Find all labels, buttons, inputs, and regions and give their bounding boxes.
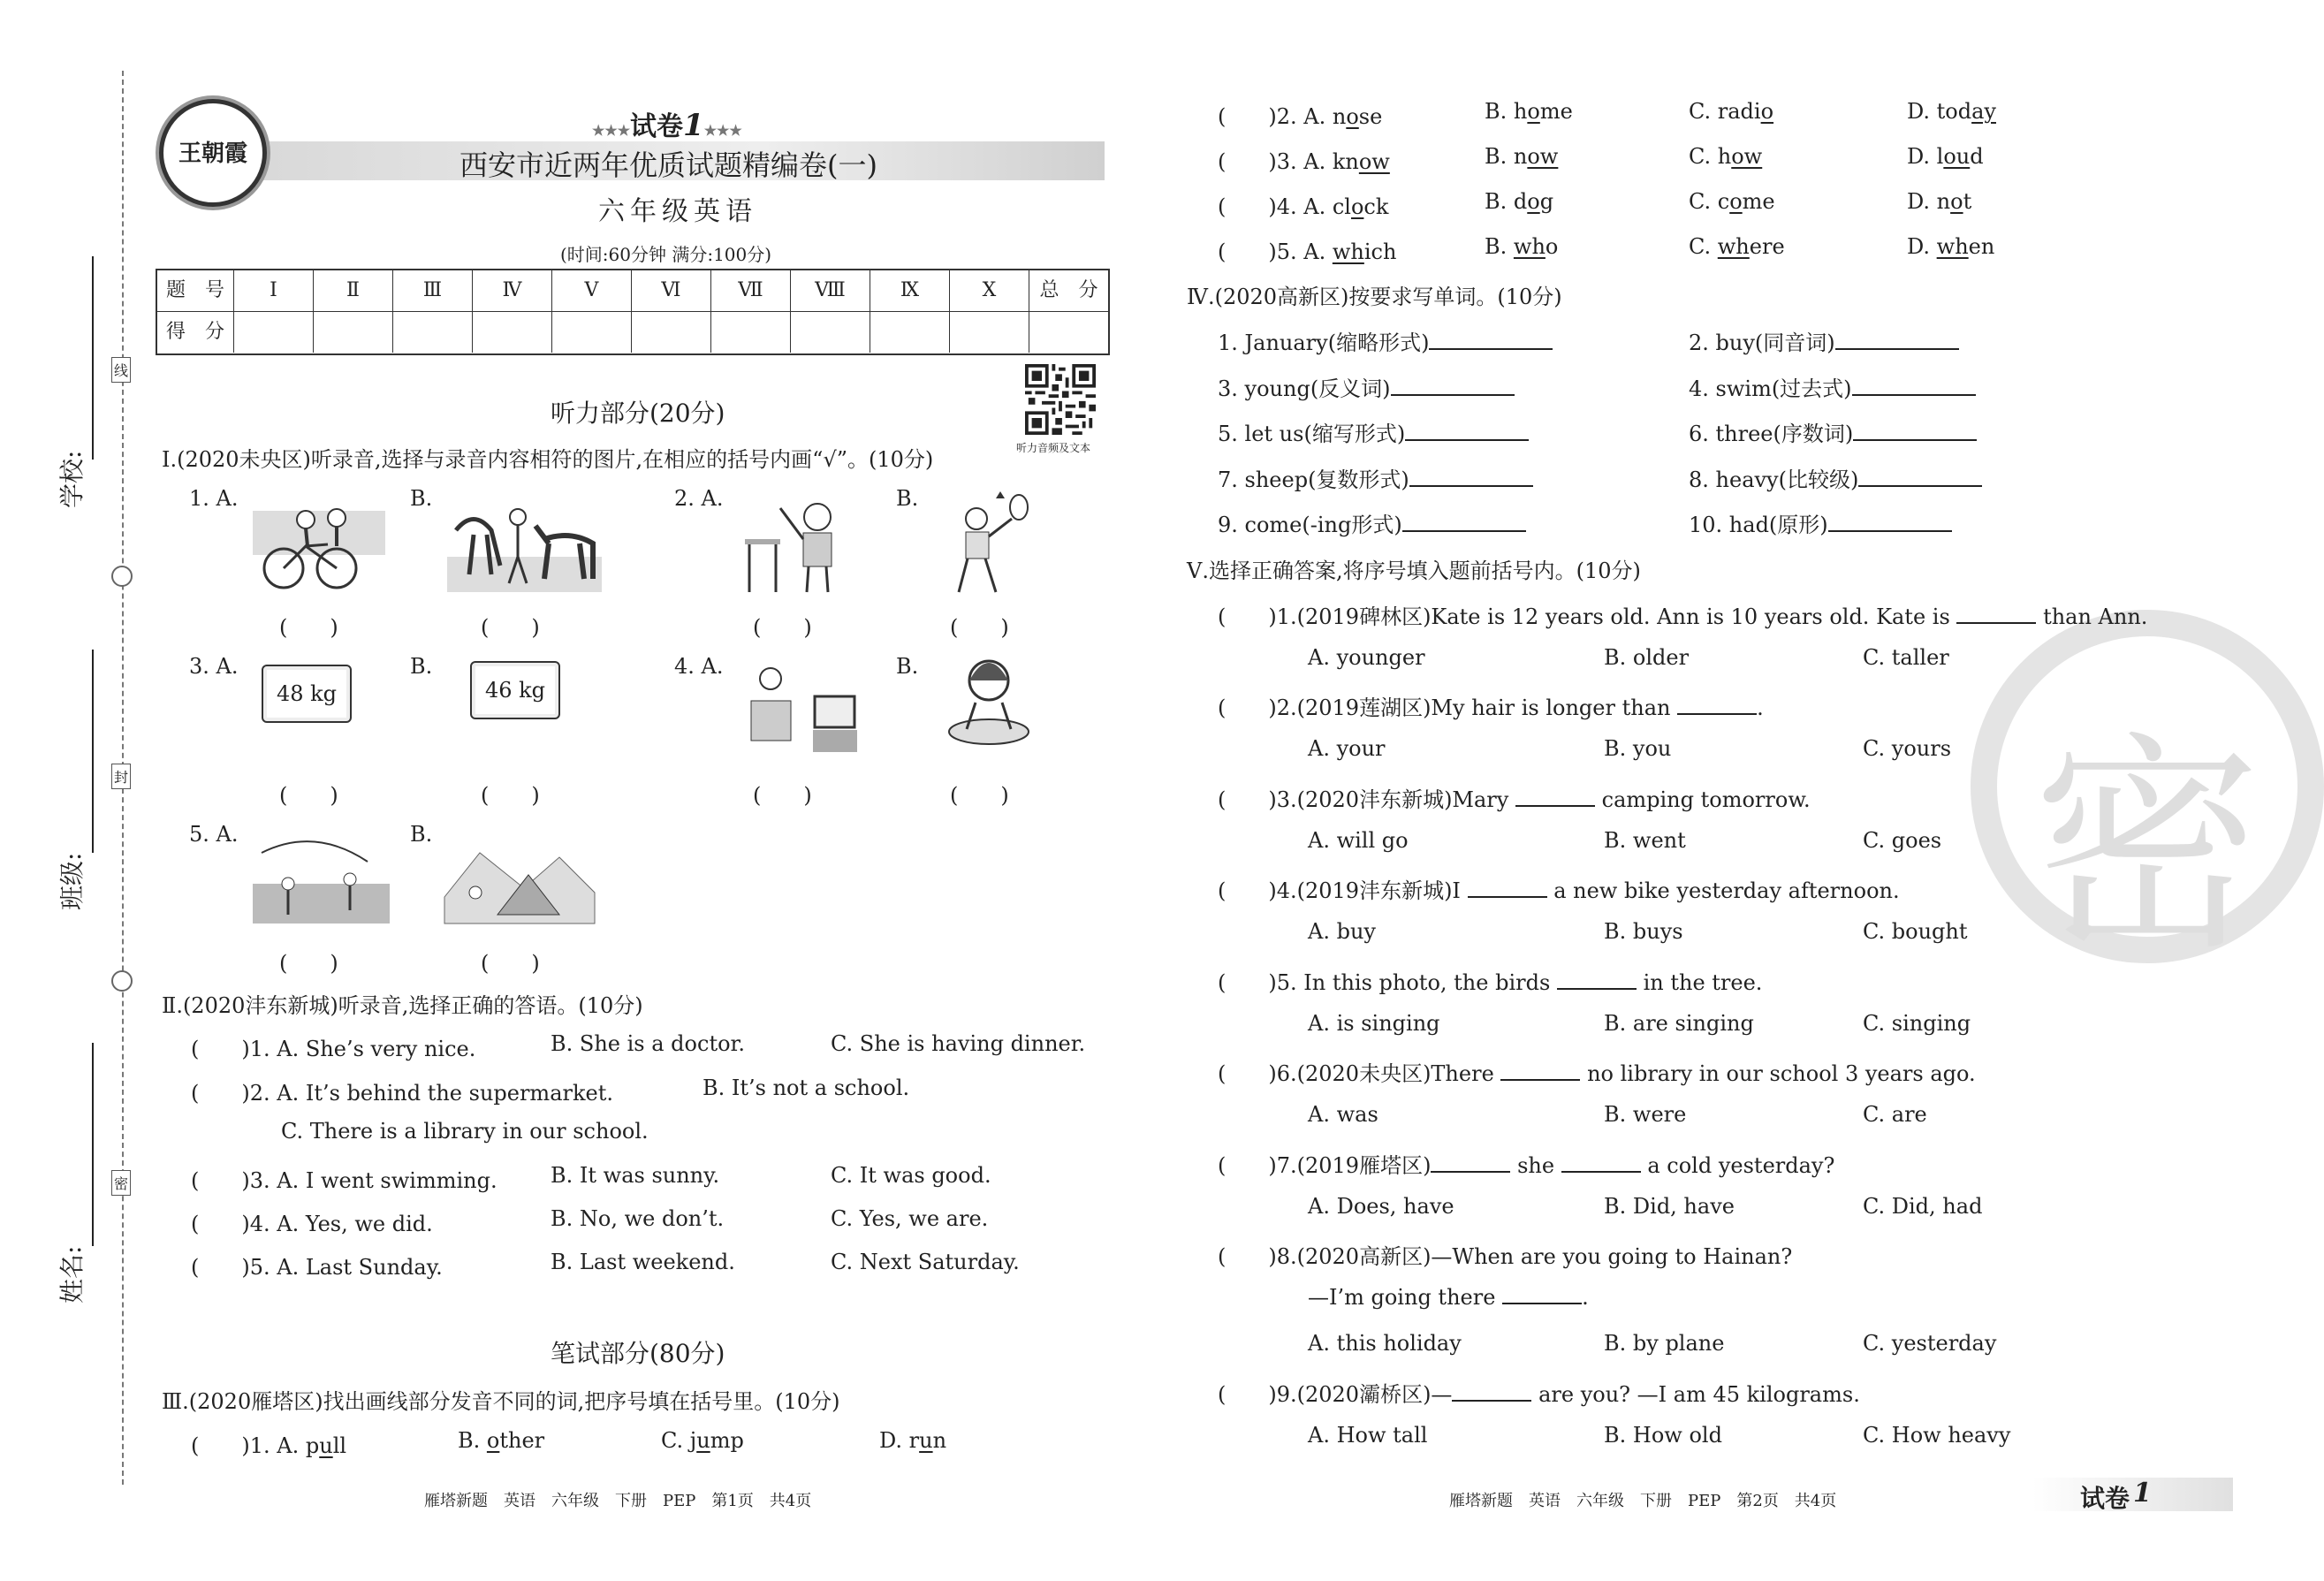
s2-q5-c: C. Next Saturday. [831,1250,1020,1274]
girl-watching-tv-picture [744,661,859,758]
s5-q5-a: A. is singing [1308,1011,1440,1036]
s3-q5[interactable]: ( )5. A. which [1218,239,1397,264]
secret-stamp [1971,610,2324,981]
section-4-title: Ⅳ.(2020高新区)按要求写单词。(10分) [1187,285,1562,309]
score-row-label: 得 分 [157,312,234,353]
s5-q2[interactable]: ( )2.(2019莲湖区)My hair is longer than . [1218,695,1764,720]
s3-q1-b: B. other [458,1428,545,1453]
s5-q6-a: A. was [1308,1102,1378,1127]
camping-picture [444,844,595,924]
paper-tag-text: 试卷 [2080,1484,2130,1513]
section-3-title: Ⅲ.(2020雁塔区)找出画线部分发音不同的词,把序号填在括号里。(10分) [162,1389,840,1414]
binding-circle-icon [111,566,133,587]
section-2-title: Ⅱ.(2020沣东新城)听录音,选择正确的答语。(10分) [162,993,643,1018]
score-head-cell: Ⅶ [711,270,791,311]
weight-46-label: 46 kg [484,678,546,703]
pic-label: B. [410,654,433,679]
s5-q3[interactable]: ( )3.(2020沣东新城)Mary camping tomorrow. [1218,787,1811,812]
s3-q4-b: B. dog [1485,189,1554,214]
school-field[interactable] [92,256,94,460]
score-cell[interactable] [552,312,632,353]
s2-q3-c: C. It was good. [831,1163,991,1188]
s5-q7-a: A. Does, have [1308,1194,1454,1219]
s3-q2-b: B. home [1485,99,1573,124]
paper-tag-num: 1 [2133,1478,2152,1509]
score-cell[interactable] [393,312,473,353]
s3-q3-b: B. now [1485,144,1559,169]
s2-q1-c: C. She is having dinner. [831,1031,1086,1056]
s5-q9-c: C. How heavy [1863,1423,2011,1448]
s4-item-2[interactable]: 2. buy(同音词) [1689,325,1959,356]
answer-paren[interactable]: ( ) [279,783,338,808]
binding-circle-icon [111,970,133,992]
s5-q6[interactable]: ( )6.(2020未央区)There no library in our school 3 years ago. [1218,1061,1976,1086]
s5-q3-c: C. goes [1863,828,1942,853]
answer-paren[interactable]: ( ) [950,615,1009,640]
s5-q8-c: C. yesterday [1863,1331,1997,1356]
s2-q5-b: B. Last weekend. [551,1250,735,1274]
s4-item-3[interactable]: 3. young(反义词) [1218,371,1515,402]
page-subtitle: 六年级英语 [598,196,757,227]
s5-q8-a: A. this holiday [1308,1331,1462,1356]
s5-q8[interactable]: ( )8.(2020高新区)—When are you going to Hainan? [1218,1244,1793,1269]
name-label: 姓名: [57,1245,87,1304]
girl-washing-picture [940,654,1037,751]
answer-paren[interactable]: ( ) [753,615,812,640]
s3-q4[interactable]: ( )4. A. clock [1218,194,1389,219]
s2-q5-a[interactable]: ( )5. A. Last Sunday. [191,1255,443,1280]
score-head-cell: Ⅵ [632,270,711,311]
score-cell[interactable] [632,312,711,353]
s2-q2-c: C. There is a library in our school. [281,1119,649,1144]
exam-info: (时间:60分钟 满分:100分) [560,244,772,265]
score-head-cell: Ⅴ [552,270,632,311]
binding-char-line: 线 [111,357,131,383]
class-label: 班级: [57,852,87,910]
s5-q2-c: C. yours [1863,736,1952,761]
writing-title: 笔试部分(80分) [551,1339,725,1368]
s5-q4-a: A. buy [1308,919,1376,944]
footer-left: 雁塔新题 英语 六年级 下册 PEP 第1页 共4页 [424,1492,812,1510]
s5-q4-b: B. buys [1604,919,1683,944]
pic-label: 4. A. [674,654,724,679]
s3-q1-c: C. jump [661,1428,744,1453]
weight-card-48 [262,665,352,723]
answer-paren[interactable]: ( ) [481,615,540,640]
s5-q7-c: C. Did, had [1863,1194,1983,1219]
score-row [157,312,1108,353]
s4-item-6[interactable]: 6. three(序数词) [1689,416,1977,447]
s2-q3-b: B. It was sunny. [551,1163,720,1188]
pic-label: 1. A. [189,486,239,511]
s3-q2-d: D. today [1907,99,1996,124]
s5-q4[interactable]: ( )4.(2019沣东新城)I a new bike yesterday afternoon. [1218,878,1900,903]
s5-q6-b: B. were [1604,1102,1687,1127]
pic-label: B. [410,822,433,847]
s3-q5-d: D. when [1907,234,1995,259]
s5-q6-c: C. are [1863,1102,1927,1127]
score-cell[interactable] [314,312,393,353]
logo-text: 王朝霞 [178,141,247,167]
stamp-char: 密 [2032,714,2262,981]
s5-q5[interactable]: ( )5. In this photo, the birds in the tree. [1218,970,1763,995]
score-table [156,269,1110,355]
s2-q3-a[interactable]: ( )3. A. I went swimming. [191,1168,497,1193]
score-head-cell: Ⅳ [473,270,552,311]
score-head-cell: Ⅱ [314,270,393,311]
s5-q9[interactable]: ( )9.(2020灞桥区)— are you? —I am 45 kilograms. [1218,1382,1860,1407]
weight-48-label: 48 kg [276,681,338,706]
weight-card-46 [470,661,560,719]
paper-badge: ★★★试卷1★★★ [592,108,742,143]
score-head-cell: Ⅲ [393,270,473,311]
answer-paren[interactable]: ( ) [753,783,812,808]
pic-label: 5. A. [189,822,239,847]
score-head-cell: 题 号 [157,270,234,311]
s2-q1-a[interactable]: ( )1. A. She’s very nice. [191,1037,476,1061]
s5-q2-b: B. you [1604,736,1672,761]
s3-q1[interactable]: ( )1. A. pull [191,1433,347,1458]
s5-q1-b: B. older [1604,645,1690,670]
score-cell[interactable] [870,312,950,353]
s4-item-10[interactable]: 10. had(原形) [1689,507,1952,538]
pic-label: B. [410,486,433,511]
qr-caption: 听力音频及文本 [1016,442,1091,454]
s3-q5-b: B. who [1485,234,1559,259]
qr-code-icon[interactable] [1025,364,1096,435]
page-title: 西安市近两年优质试题精编卷(一) [459,148,877,182]
score-head-row [157,270,1108,312]
footer-right: 雁塔新题 英语 六年级 下册 PEP 第2页 共4页 [1449,1492,1837,1510]
s2-q4-b: B. No, we don’t. [551,1206,725,1231]
score-head-cell: Ⅷ [791,270,870,311]
pic-label: B. [896,654,919,679]
score-cell[interactable] [791,312,870,353]
score-head-cell: Ⅰ [234,270,314,311]
s3-q3-c: C. how [1689,144,1763,169]
fishing-picture [253,835,390,924]
section-1-title: Ⅰ.(2020未央区)听录音,选择与录音内容相符的图片,在相应的括号内画“√”。(10分) [162,447,934,472]
s3-q4-d: D. not [1907,189,1972,214]
s5-q3-a: A. will go [1308,828,1409,853]
s4-item-1[interactable]: 1. January(缩略形式) [1218,325,1553,356]
s4-item-8[interactable]: 8. heavy(比较级) [1689,462,1982,493]
boy-at-desk-picture [745,490,851,597]
s5-q2-a: A. your [1308,736,1386,761]
s5-q8-line2: —I’m going there . [1308,1285,1589,1310]
answer-paren[interactable]: ( ) [481,951,540,976]
bike-riding-picture [253,493,385,590]
horse-riding-picture [447,504,602,592]
s3-q4-c: C. come [1689,189,1775,214]
pic-label: B. [896,486,919,511]
s4-item-4[interactable]: 4. swim(过去式) [1689,371,1976,402]
s2-q2-a[interactable]: ( )2. A. It’s behind the supermarket. [191,1081,613,1106]
paper-tag [2032,1478,2233,1511]
answer-paren[interactable]: ( ) [950,783,1009,808]
name-field[interactable] [92,1043,94,1246]
pic-label: 3. A. [189,654,239,679]
s5-q1[interactable]: ( )1.(2019碑林区)Kate is 12 years old. Ann is 10 years old. Kate is than Ann. [1218,604,2148,629]
s2-q4-a[interactable]: ( )4. A. Yes, we did. [191,1212,433,1236]
listening-title: 听力部分(20分) [551,399,725,428]
answer-paren[interactable]: ( ) [279,615,338,640]
section-5-title: Ⅴ.选择正确答案,将序号填入题前括号内。(10分) [1187,559,1641,583]
school-label: 学校: [57,450,87,508]
s3-q3[interactable]: ( )3. A. know [1218,149,1390,174]
s4-item-9[interactable]: 9. come(-ing形式) [1218,507,1526,538]
s3-q2-c: C. radio [1689,99,1774,124]
score-cell[interactable] [950,312,1029,353]
s2-q4-c: C. Yes, we are. [831,1206,989,1231]
s5-q3-b: B. went [1604,828,1686,853]
s5-q5-c: C. singing [1863,1011,1971,1036]
binding-char-secret: 密 [111,1170,131,1196]
class-field[interactable] [92,650,94,853]
s3-q2[interactable]: ( )2. A. nose [1218,104,1383,129]
s3-q1-d: D. run [879,1428,947,1453]
s5-q5-b: B. are singing [1604,1011,1754,1036]
score-cell[interactable] [473,312,552,353]
score-cell[interactable] [1029,312,1108,353]
s2-q1-b: B. She is a doctor. [551,1031,745,1056]
brand-logo [159,99,267,207]
answer-paren[interactable]: ( ) [481,783,540,808]
s5-q1-a: A. younger [1308,645,1425,670]
s5-q8-b: B. by plane [1604,1331,1725,1356]
score-cell[interactable] [234,312,314,353]
s5-q9-b: B. How old [1604,1423,1722,1448]
score-cell[interactable] [711,312,791,353]
pic-label: 2. A. [674,486,724,511]
s4-item-5[interactable]: 5. let us(缩写形式) [1218,416,1529,447]
s2-q2-b: B. It’s not a school. [703,1076,910,1100]
s5-q1-c: C. taller [1863,645,1949,670]
badminton-boy-picture [941,488,1038,598]
answer-paren[interactable]: ( ) [279,951,338,976]
score-head-cell: Ⅹ [950,270,1029,311]
s5-q7-b: B. Did, have [1604,1194,1735,1219]
s5-q9-a: A. How tall [1308,1423,1428,1448]
s4-item-7[interactable]: 7. sheep(复数形式) [1218,462,1533,493]
s3-q5-c: C. where [1689,234,1785,259]
s5-q7[interactable]: ( )7.(2019雁塔区) she a cold yesterday? [1218,1153,1835,1178]
s5-q4-c: C. bought [1863,919,1968,944]
binding-char-seal: 封 [111,764,131,789]
s3-q3-d: D. loud [1907,144,1984,169]
score-head-cell: Ⅸ [870,270,950,311]
score-head-cell: 总 分 [1039,279,1098,301]
